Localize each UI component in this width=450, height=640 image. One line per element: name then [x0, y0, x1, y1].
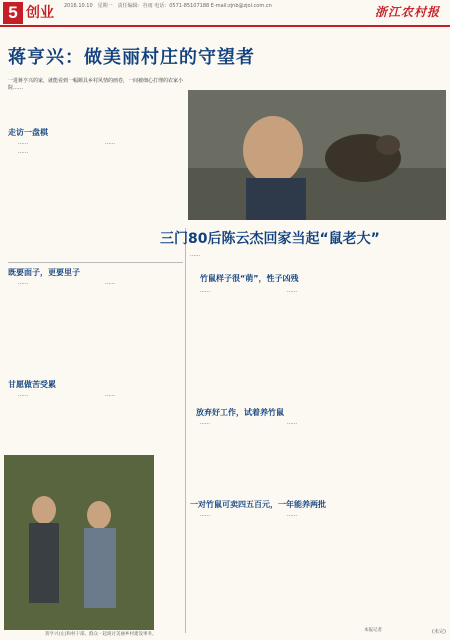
subheading-3: 一对竹鼠可卖四五百元，一年能养两批: [190, 500, 326, 509]
paragraph: ……: [18, 392, 28, 398]
article1-col4: [95, 280, 181, 380]
article-photo-farmer: [188, 90, 446, 220]
paragraph: ……: [105, 140, 115, 146]
article-headline: 三门80后陈云杰回家当起“鼠老大”: [160, 231, 380, 247]
section-title: 创业: [26, 5, 54, 21]
page-number: 5: [3, 2, 23, 24]
article1-col5: [8, 392, 90, 452]
article1-col3: [8, 280, 90, 380]
paragraph: ……: [105, 280, 115, 286]
paragraph: ……: [287, 420, 297, 426]
header-rule: [0, 25, 450, 27]
paragraph: ……: [287, 288, 297, 294]
article-photo-villagers: [4, 455, 154, 630]
continued-marker: (未完): [432, 629, 446, 635]
header-meta: 2016.10.10 星期一 责任编辑：谷雨 电话：0571-85107188 E-mail:zjnb@zjol.com.cn: [64, 3, 272, 9]
paragraph: ……: [200, 420, 210, 426]
subheading-2: 既要面子，更要里子: [8, 268, 80, 277]
paragraph: ……: [105, 392, 115, 398]
photo-caption: 蒋亨兴(左)和村干部、群众一起商讨美丽乡村建设事务。: [45, 632, 157, 637]
subheading-3: 甘愿做苦受累: [8, 380, 56, 389]
paragraph: ……: [200, 288, 210, 294]
subheading-2: 放弃好工作，试着养竹鼠: [196, 408, 284, 417]
photo-illustration: [188, 90, 446, 220]
article-intro: ……: [190, 252, 200, 258]
photo-illustration: [4, 455, 154, 630]
article-intro: 一进蒋亨兴的家，就能看到一幅颇具乡村风情的画卷，一间被细心打理的农家小院……: [8, 78, 184, 92]
paragraph: ……: [200, 512, 210, 518]
article1-col6: [95, 392, 181, 452]
divider: [8, 262, 183, 263]
article2-col7: [190, 512, 272, 627]
article2-col4: [190, 420, 272, 500]
article-byline: 本报记者: [364, 628, 382, 633]
article1-col1: [8, 140, 90, 258]
paragraph: ……: [287, 512, 297, 518]
paragraph: ……: [18, 280, 28, 286]
paper-logo: 浙江农村报: [374, 5, 440, 19]
article2-col1: [190, 288, 272, 403]
paragraph: ……: [18, 140, 28, 146]
article2-col8: [277, 512, 359, 627]
subheading-1: 竹鼠样子很“萌”，性子凶残: [200, 274, 299, 283]
paragraph: ……: [18, 149, 28, 156]
article2-col5: [277, 420, 359, 500]
subheading-1: 走访一盘棋: [8, 128, 48, 137]
article-headline: 蒋亨兴：做美丽村庄的守望者: [8, 47, 255, 68]
article2-col2: [277, 288, 359, 403]
column-divider: [185, 228, 186, 633]
